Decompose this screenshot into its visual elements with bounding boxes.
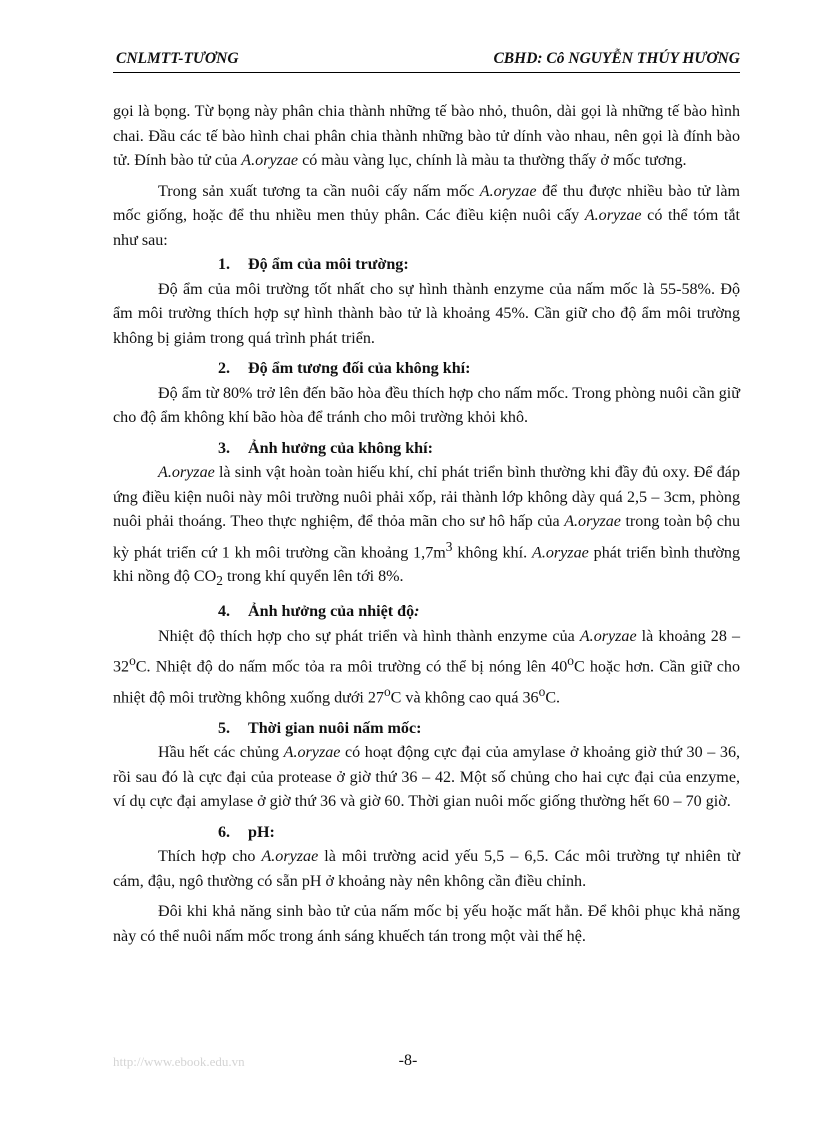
section-body-5: Hầu hết các chủng A.oryzae có hoạt động cực đại của amylase ở khoảng giờ thứ 30 – 36, rồi sau đó là cực đại của protease ở giờ thứ 36 – 42. Một số chủng cho hai cực đại của enzyme, ví dụ cực đại amylase ở giờ thứ 36 và giờ 60. Thời gian nuôi mốc giống thường hết 60 – 70 giờ. [113,744,741,811]
species-name: A.oryzae [158,464,215,481]
species-name: A.oryzae [532,543,589,561]
section-heading-4: 4. Ảnh hưởng của nhiệt độ: [218,603,420,621]
species-name: A.oryzae [241,152,299,169]
species-name: A.oryzae [283,744,341,762]
section-body-3: A.oryzae là sinh vật hoàn toàn hiếu khí, chỉ phát triển bình thường khi đầy đủ oxy. Để đáp ứng điều kiện nuôi này môi trường nuôi phải xốp, rải thành lớp không dày quá 2,5 – 3cm, phòng nuôi phải thoáng. Theo thực nghiệm, để thỏa mãn cho sư hô hấp của A.oryzae trong toàn bộ chu kỳ phát triển cứ 1 kh môi trường cần khoảng $1,7m^3$ không khí. A.oryzae phát triển bình thường khi nồng độ $CO_2$ trong khí quyển lên tới 8%. [113,464,740,589]
closing-paragraph: Đôi khi khả năng sinh bào tử của nấm mốc bị yếu hoặc mất hẳn. Để khôi phục khả năng này có thể nuôi nấm mốc trong ánh sáng khuếch tán trong một vài thế hệ. [113,903,740,945]
species-name: A.oryzae [261,848,319,866]
species-name: A.oryzae [479,182,537,200]
section-heading-6: 6. pH: [218,823,275,841]
section-body-6: Thích hợp cho A.oryzae là môi trường acid yếu 5,5 – 6,5. Các môi trường tự nhiên từ cám, đậu, ngô thường có sẵn pH ở khoảng này nên không cần điều chỉnh. [113,848,741,890]
document-body [113,100,740,949]
page-header [113,50,740,73]
species-name: A.oryzae [579,627,637,645]
section-heading-1: 1. Độ ẩm của môi trường: [218,256,409,273]
page-number: -8- [398,1052,418,1069]
footer-url: http://www.ebook.edu.vn [113,1054,245,1069]
section-body-4: Nhiệt độ thích hợp cho sự phát triển và hình thành enzyme của A.oryzae là khoảng 28 – 32$^o$C. Nhiệt độ do nấm mốc tỏa ra môi trường có thể bị nóng lên 40$^o$C hoặc hơn. Cần giữ cho nhiệt độ môi trường không xuống dưới 27$^o$C và không cao quá 36$^o$C. [113,627,741,707]
species-name: A.oryzae [584,207,642,224]
section-heading-5: 5. Thời gian nuôi nấm mốc: [218,719,422,737]
species-name: A.oryzae [564,513,621,530]
section-body-2: Độ ẩm từ 80% trở lên đến bão hòa đều thích hợp cho nấm mốc. Trong phòng nuôi cần giữ cho độ ẩm không khí bão hòa để tránh cho môi trường khỏi khô. [113,384,740,426]
intro-paragraph-2: Trong sản xuất tương ta cần nuôi cấy nấm mốc A.oryzae để thu được nhiều bào tử làm mốc giống, hoặc để thu nhiều men thủy phân. Các điều kiện nuôi cấy A.oryzae có thể tóm tắt như sau: [113,182,740,249]
section-body-1: Độ ẩm của môi trường tốt nhất cho sự hình thành enzyme của nấm mốc là 55-58%. Độ ẩm môi trường thích hợp sự hình thành bào tử là khoảng 45%. Cần giữ cho độ ẩm môi trường không bị giảm trong quá trình phát triển. [113,280,740,347]
header-left: CNLMTT-TƯƠNG [116,50,239,67]
section-heading-2: 2. Độ ẩm tương đối của không khí: [218,360,471,377]
intro-paragraph-1: gọi là bọng. Từ bọng này phân chia thành những tế bào nhỏ, thuôn, dài gọi là những tế bào hình chai. Đầu các tế bào hình chai phân chia thành những bào tử dính vào nhau, nên gọi là đính bào tử. Đính bào tử của A.oryzae có màu vàng lục, chính là màu ta thường thấy ở mốc tương. [113,103,740,169]
header-right: CBHD: Cô NGUYỄN THÚY HƯƠNG [493,50,740,67]
section-heading-3: 3. Ảnh hưởng của không khí: [218,439,433,457]
